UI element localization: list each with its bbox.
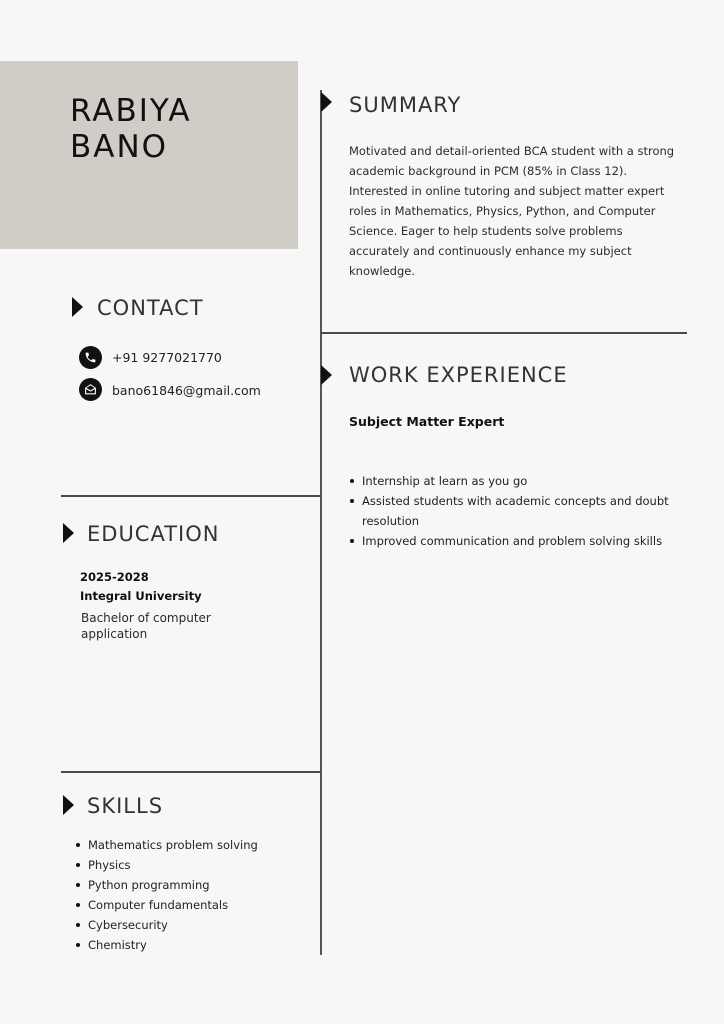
education-divider bbox=[61, 771, 321, 773]
phone-icon bbox=[79, 346, 102, 369]
education-heading: EDUCATION bbox=[87, 522, 220, 546]
list-item: Improved communication and problem solving skills bbox=[349, 531, 679, 551]
skills-marker-icon bbox=[63, 795, 74, 815]
list-item: Python programming bbox=[75, 875, 315, 895]
list-item: Physics bbox=[75, 855, 315, 875]
list-item: Mathematics problem solving bbox=[75, 835, 315, 855]
list-item: Assisted students with academic concepts and doubt resolution bbox=[349, 491, 679, 531]
work-heading: WORK EXPERIENCE bbox=[349, 363, 568, 387]
list-item: Computer fundamentals bbox=[75, 895, 315, 915]
education-degree bbox=[81, 610, 211, 642]
summary-text: Motivated and detail-oriented BCA student with a strong academic background in PCM (85% in Class 12). Interested in online tutoring and subject matter expert roles in Mathematics, Physics, Python, and Computer Science. Eager to help students solve problems accurately and continuously enhance my subject knowledge. bbox=[349, 144, 675, 278]
phone-number[interactable]: +91 9277021770 bbox=[112, 350, 222, 365]
list-item: Chemistry bbox=[75, 935, 315, 955]
education-institution: Integral University bbox=[80, 589, 202, 603]
candidate-name bbox=[70, 93, 192, 165]
summary-divider bbox=[321, 332, 687, 334]
skills-heading: SKILLS bbox=[87, 794, 164, 818]
list-item: Cybersecurity bbox=[75, 915, 315, 935]
contact-marker-icon bbox=[72, 297, 83, 317]
education-years: 2025-2028 bbox=[80, 570, 149, 584]
work-marker-icon bbox=[321, 365, 332, 385]
education-marker-icon bbox=[63, 523, 74, 543]
list-item: Internship at learn as you go bbox=[349, 471, 679, 491]
education-degree-line1: Bachelor of computer bbox=[81, 611, 211, 625]
summary-marker-icon bbox=[321, 92, 332, 112]
education-degree-line2: application bbox=[81, 627, 148, 641]
work-role: Subject Matter Expert bbox=[349, 414, 505, 429]
email-address[interactable]: bano61846@gmail.com bbox=[112, 383, 261, 398]
center-divider bbox=[320, 90, 322, 955]
summary-heading: SUMMARY bbox=[349, 93, 462, 117]
skills-list bbox=[75, 835, 315, 955]
name-last: BANO bbox=[70, 129, 169, 165]
contact-heading: CONTACT bbox=[97, 296, 204, 320]
name-first: RABIYA bbox=[70, 93, 192, 129]
contact-divider bbox=[61, 495, 321, 497]
email-icon bbox=[79, 378, 102, 401]
work-list bbox=[349, 471, 679, 551]
